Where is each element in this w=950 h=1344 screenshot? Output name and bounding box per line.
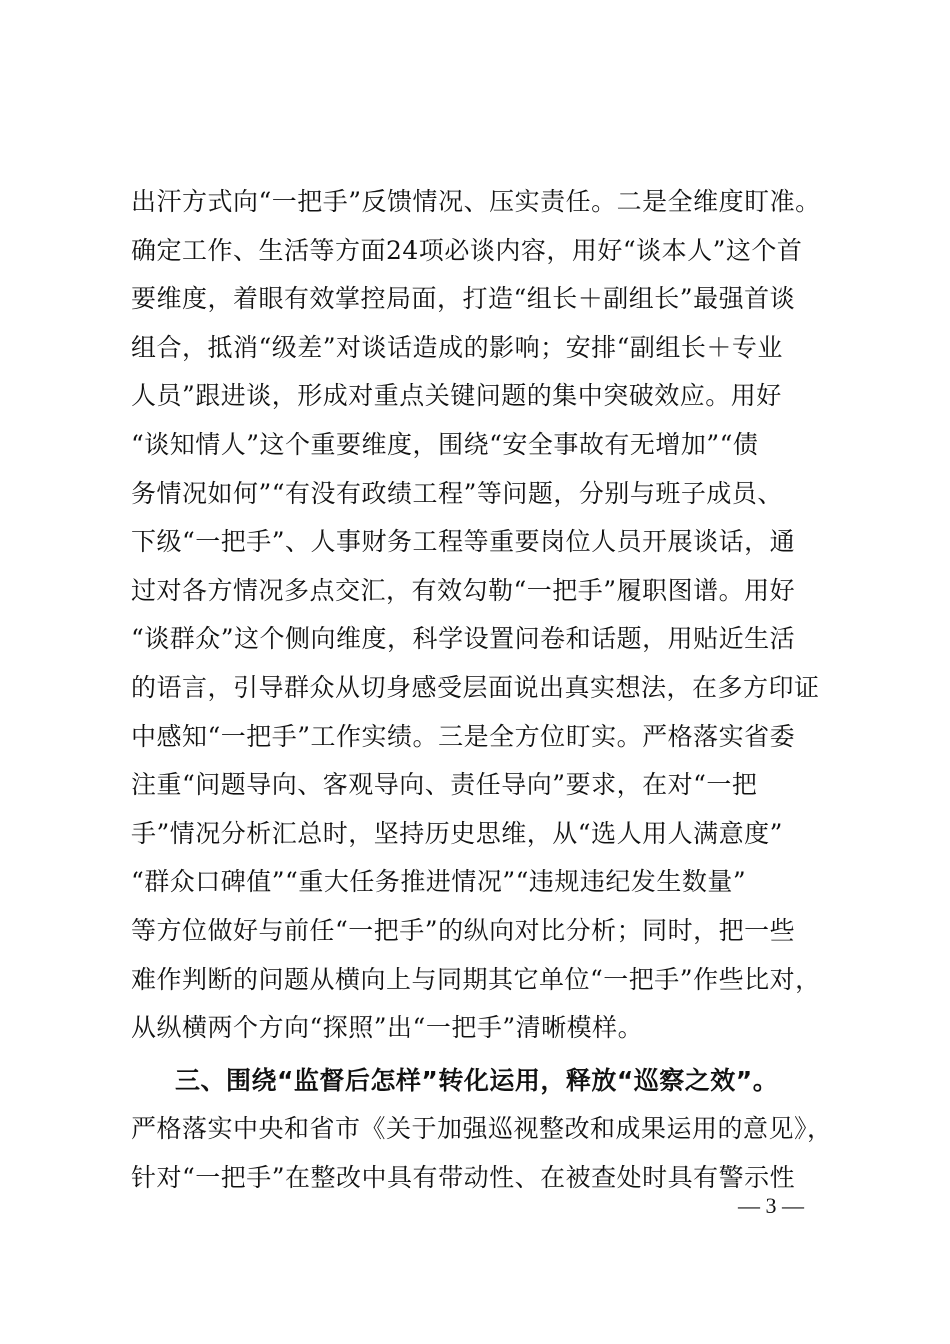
text-line: 过对各方情况多点交汇，有效勾勒“一把手”履职图谱。用好 [131, 575, 796, 605]
text-line: 务情况如何”“有没有政绩工程”等问题，分别与班子成员、 [131, 478, 783, 508]
text-line: 严格落实中央和省市《关于加强巡视整改和成果运用的意见》， [131, 1114, 833, 1144]
section-heading: 三、围绕“监督后怎样”转化运用，释放“巡察之效”。 [175, 1065, 779, 1095]
page-number: — 3 — [738, 1193, 804, 1218]
text-line: 针对“一把手”在整改中具有带动性、在被查处时具有警示性 [131, 1162, 796, 1192]
text-line: 下级“一把手”、人事财务工程等重要岗位人员开展谈话，通 [131, 527, 796, 557]
text-line: “群众口碑值”“重大任务推进情况”“违规违纪发生数量” [131, 867, 747, 897]
text-line: 从纵横两个方向“探照”出“一把手”清晰模样。 [131, 1013, 644, 1043]
text-line: 的语言，引导群众从切身感受层面说出真实想法，在多方印证 [131, 672, 820, 702]
text-line: 难作判断的问题从横向上与同期其它单位“一把手”作些比对， [131, 964, 821, 994]
text-line: 出汗方式向“一把手”反馈情况、压实责任。二是全维度盯准。 [131, 187, 821, 216]
text-line: 人员”跟进谈，形成对重点关键问题的集中突破效应。用好 [131, 381, 782, 411]
text-line: 注重“问题导向、客观导向、责任导向”要求，在对“一把 [131, 770, 758, 800]
text-line: 确定工作、生活等方面24项必谈内容，用好“谈本人”这个首 [131, 235, 803, 265]
text-line: 中感知“一把手”工作实绩。三是全方位盯实。严格落实省委 [131, 721, 796, 751]
text-line: “谈群众”这个侧向维度，科学设置问卷和话题，用贴近生活 [131, 624, 796, 654]
text-line: 手”情况分析汇总时，坚持历史思维，从“选人用人满意度” [131, 818, 783, 848]
text-line: 要维度，着眼有效掌控局面，打造“组长＋副组长”最强首谈 [131, 284, 796, 314]
text-line: 等方位做好与前任“一把手”的纵向对比分析；同时，把一些 [131, 915, 796, 945]
text-line: “谈知情人”这个重要维度，围绕“安全事故有无增加”“债 [131, 429, 759, 459]
document-body [131, 178, 831, 1202]
text-line: 组合，抵消“级差”对谈话造成的影响；安排“副组长＋专业 [131, 332, 783, 362]
